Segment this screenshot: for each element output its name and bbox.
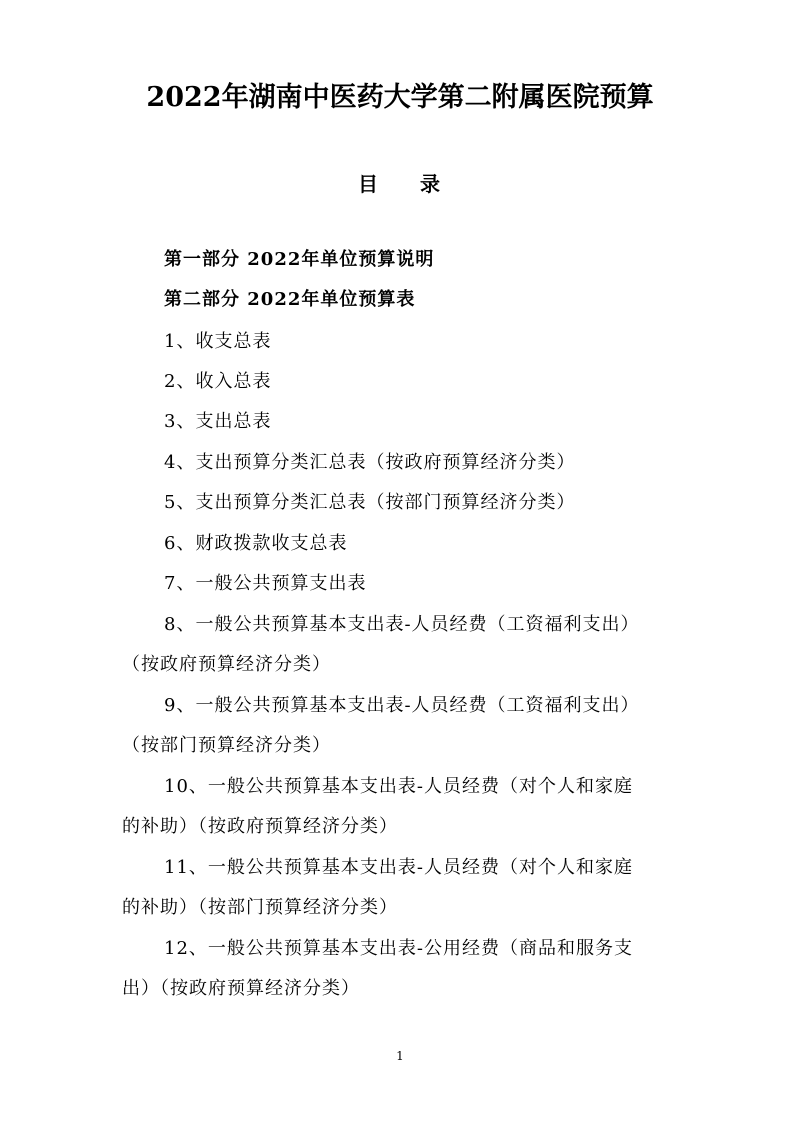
toc-item-11-continued: 的补助）（按部门预算经济分类）: [122, 897, 398, 918]
toc-item-11: 11、一般公共预算基本支出表-人员经费（对个人和家庭: [164, 857, 633, 878]
toc-item-10: 10、一般公共预算基本支出表-人员经费（对个人和家庭: [164, 776, 633, 797]
toc-heading-char-2: 录: [420, 172, 442, 196]
toc-item-8: 8、一般公共预算基本支出表-人员经费（工资福利支出）: [164, 614, 640, 635]
document-title: 2022年湖南中医药大学第二附属医院预算: [146, 82, 654, 113]
toc-item-12-continued: 出）（按政府预算经济分类）: [122, 978, 360, 999]
toc-item-10-continued: 的补助）（按政府预算经济分类）: [122, 816, 398, 837]
toc-heading: [0, 166, 800, 202]
toc-item-1: 1、收支总表: [164, 331, 272, 352]
toc-item-12: 12、一般公共预算基本支出表-公用经费（商品和服务支: [164, 938, 633, 959]
toc-item-4: 4、支出预算分类汇总表（按政府预算经济分类）: [164, 452, 576, 473]
toc-item-9-continued: （按部门预算经济分类）: [122, 735, 331, 756]
toc-part-2: 第二部分 2022年单位预算表: [164, 289, 416, 310]
toc-item-9: 9、一般公共预算基本支出表-人员经费（工资福利支出）: [164, 695, 640, 716]
toc-item-6: 6、财政拨款收支总表: [164, 533, 348, 554]
page-number: 1: [396, 1049, 404, 1063]
toc-item-5: 5、支出预算分类汇总表（按部门预算经济分类）: [164, 492, 576, 513]
toc-item-2: 2、收入总表: [164, 371, 272, 392]
toc-part-1: 第一部分 2022年单位预算说明: [164, 249, 435, 270]
toc-heading-char-1: 目: [358, 172, 380, 196]
toc-item-3: 3、支出总表: [164, 411, 272, 432]
toc-item-7: 7、一般公共预算支出表: [164, 573, 367, 594]
toc-item-8-continued: （按政府预算经济分类）: [122, 654, 331, 675]
